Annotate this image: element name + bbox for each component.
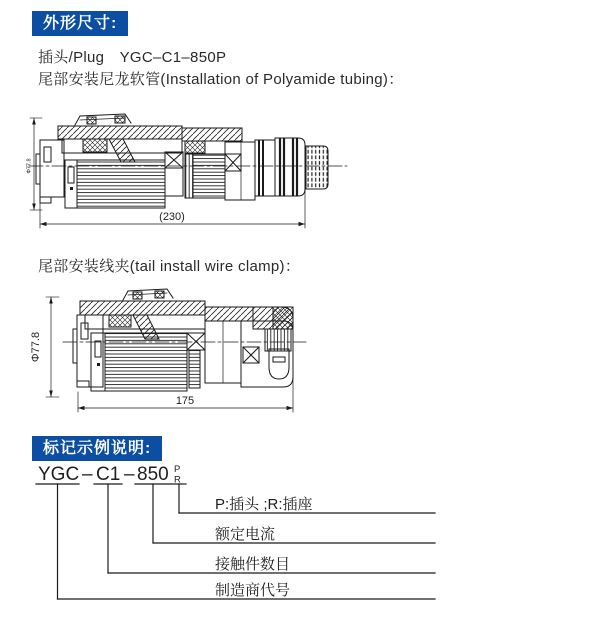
- dim-length-175: 175: [175, 395, 195, 407]
- callout-rated-current: 额定电流: [215, 526, 276, 543]
- connector-drawing-clamp: [25, 285, 310, 415]
- marking-example-diagram: [30, 460, 442, 612]
- dim-length-230: (230): [159, 211, 185, 223]
- dim-diameter-clamp: Φ77.8: [30, 331, 42, 363]
- tubing-caption-line: 尾部安装尼龙软管(Installation of Polyamide tubing)：: [38, 71, 404, 88]
- dim-diameter-tubing: Φ77.8: [26, 158, 33, 174]
- code-manufacturer: YGC: [38, 464, 80, 485]
- section-header-marking: 标记示例说明:: [32, 436, 162, 461]
- code-suffix-r: R: [174, 474, 181, 486]
- code-current: 850: [137, 464, 169, 485]
- code-dash-1: –: [82, 464, 93, 485]
- code-dash-2: –: [124, 464, 135, 485]
- callout-plug-receptacle: P:插头 ;R:插座: [215, 496, 313, 513]
- callout-contact-count: 接触件数目: [215, 556, 291, 573]
- section-header-dimensions: 外形尺寸:: [32, 11, 128, 36]
- connector-drawing-tubing: [25, 110, 350, 235]
- code-suffix-p: P: [174, 464, 181, 475]
- callout-manufacturer-code: 制造商代号: [215, 582, 291, 599]
- code-contacts: C1: [96, 464, 121, 485]
- plug-model-line: 插头/Plug YGC–C1–850P: [38, 49, 227, 66]
- clamp-caption-line: 尾部安装线夹(tail install wire clamp)：: [38, 258, 301, 275]
